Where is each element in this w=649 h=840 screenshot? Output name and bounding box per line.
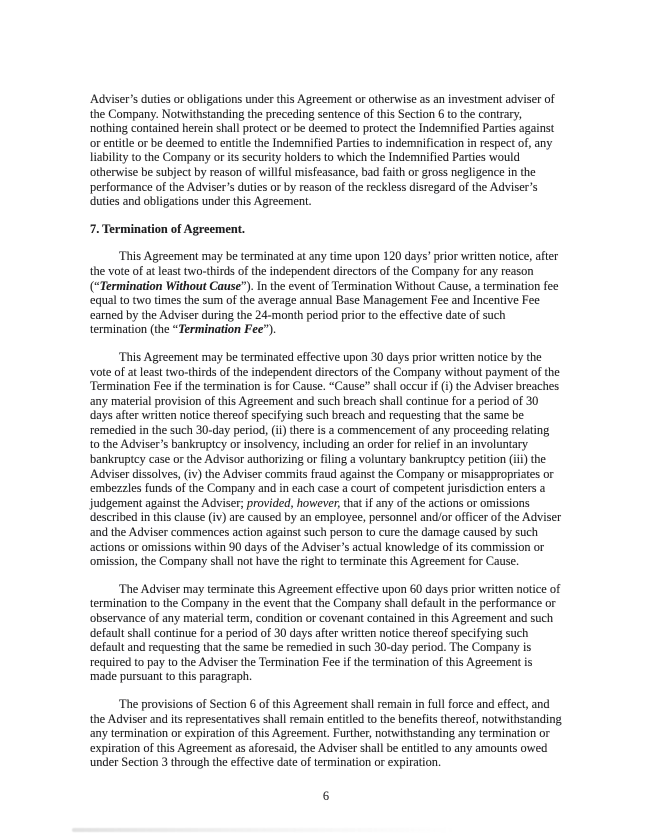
paragraph-termination-for-cause bbox=[90, 350, 562, 569]
text-segment: This Agreement may be terminated at any time upon 120 days’ prior written notice, after the vote of at least two-thirds of the independent directors of the Company for any reason (“ bbox=[90, 249, 559, 293]
text-segment: ”). In the event of Termination Without Cause, a termination fee equal to two times the sum of the average annual Base Management Fee and Incentive Fee earned by the Adviser during the 24-month period prior to the effective date of such termination (the “ bbox=[90, 278, 559, 337]
text-segment: Adviser’s duties or obligations under this Agreement or otherwise as an investment adviser of the Company. Notwithstanding the preceding sentence of this Section 6 to the contrary, nothing contained herein shall protect or be deemed to protect the Indemnified Parties against or entitle or be deemed to entitle the Indemnified Parties to indemnification in respect of, any liability to the Company or its security holders to which the Indemnified Parties would otherwise be subject by reason of willful misfeasance, bad faith or gross negligence in the performance of the Adviser’s duties or by reason of the reckless disregard of the Adviser’s duties and obligations under this Agreement. bbox=[90, 92, 555, 209]
text-segment: Termination Fee bbox=[178, 322, 264, 337]
text-segment: The provisions of Section 6 of this Agreement shall remain in full force and effect, and the Adviser and its representatives shall remain entitled to the benefits thereof, notwithstanding any termination or expiration of this Agreement. Further, notwithstanding any termination or expiration of this Agreement as aforesaid, the Adviser shall be entitled to any amounts owed under Section 3 through the effective date of termination or expiration. bbox=[90, 696, 562, 770]
text-segment: The Adviser may terminate this Agreement effective upon 60 days prior written notice of termination to the Company in the event that the Company shall default in the performance or observance of any material term, condition or covenant contained in this Agreement and such default shall continue for a period of 30 days after written notice thereof specifying such default and requesting that the same be remedied in such 30-day period. The Company is required to pay to the Adviser the Termination Fee if the termination of this Agreement is made pursuant to this paragraph. bbox=[90, 581, 561, 684]
paragraph-indemnification-continued bbox=[90, 92, 562, 209]
paragraph-termination-without-cause bbox=[90, 249, 562, 337]
paragraph-adviser-termination bbox=[90, 582, 562, 684]
text-segment: ”). bbox=[263, 322, 277, 337]
text-segment: This Agreement may be terminated effective upon 30 days prior written notice by the vote of at least two-thirds of the independent directors of the Company without payment of the Termination Fee if the termination is for Cause. “Cause” shall occur if (i) the Adviser breaches any material provision of this Agreement and such breach shall continue for a period of 30 days after written notice thereof specifying such breach and requesting that the same be remedied in the such 30-day period, (ii) there is a commencement of any proceeding relating to the Adviser’s bankruptcy or insolvency, including an order for relief in an involuntary bankruptcy case or the Advisor authorizing or filing a voluntary bankruptcy petition (iii) the Adviser dissolves, (iv) the Adviser commits fraud against the Company or misappropriates or embezzles funds of the Company and in each case a court of competent jurisdiction enters a judgement against the Adviser; bbox=[90, 349, 560, 510]
text-segment: Termination Without Cause bbox=[99, 278, 242, 293]
text-segment: provided, however, bbox=[246, 495, 341, 510]
scan-artifact-smudge bbox=[72, 828, 454, 832]
page-number: 6 bbox=[322, 788, 330, 803]
text-segment: that if any of the actions or omissions described in this clause (iv) are caused by an employee, personnel and/or officer of the Adviser and the Adviser commences action against such person to cure the damage caused by such actions or omissions within 90 days of the Adviser’s actual knowledge of its commission or omission, the Company shall not have the right to terminate this Agreement for Cause. bbox=[90, 495, 562, 569]
paragraph-survival bbox=[90, 697, 562, 770]
document-body bbox=[90, 92, 562, 804]
section-heading-termination bbox=[90, 222, 562, 237]
text-segment: 7. Termination of Agreement. bbox=[90, 221, 245, 236]
